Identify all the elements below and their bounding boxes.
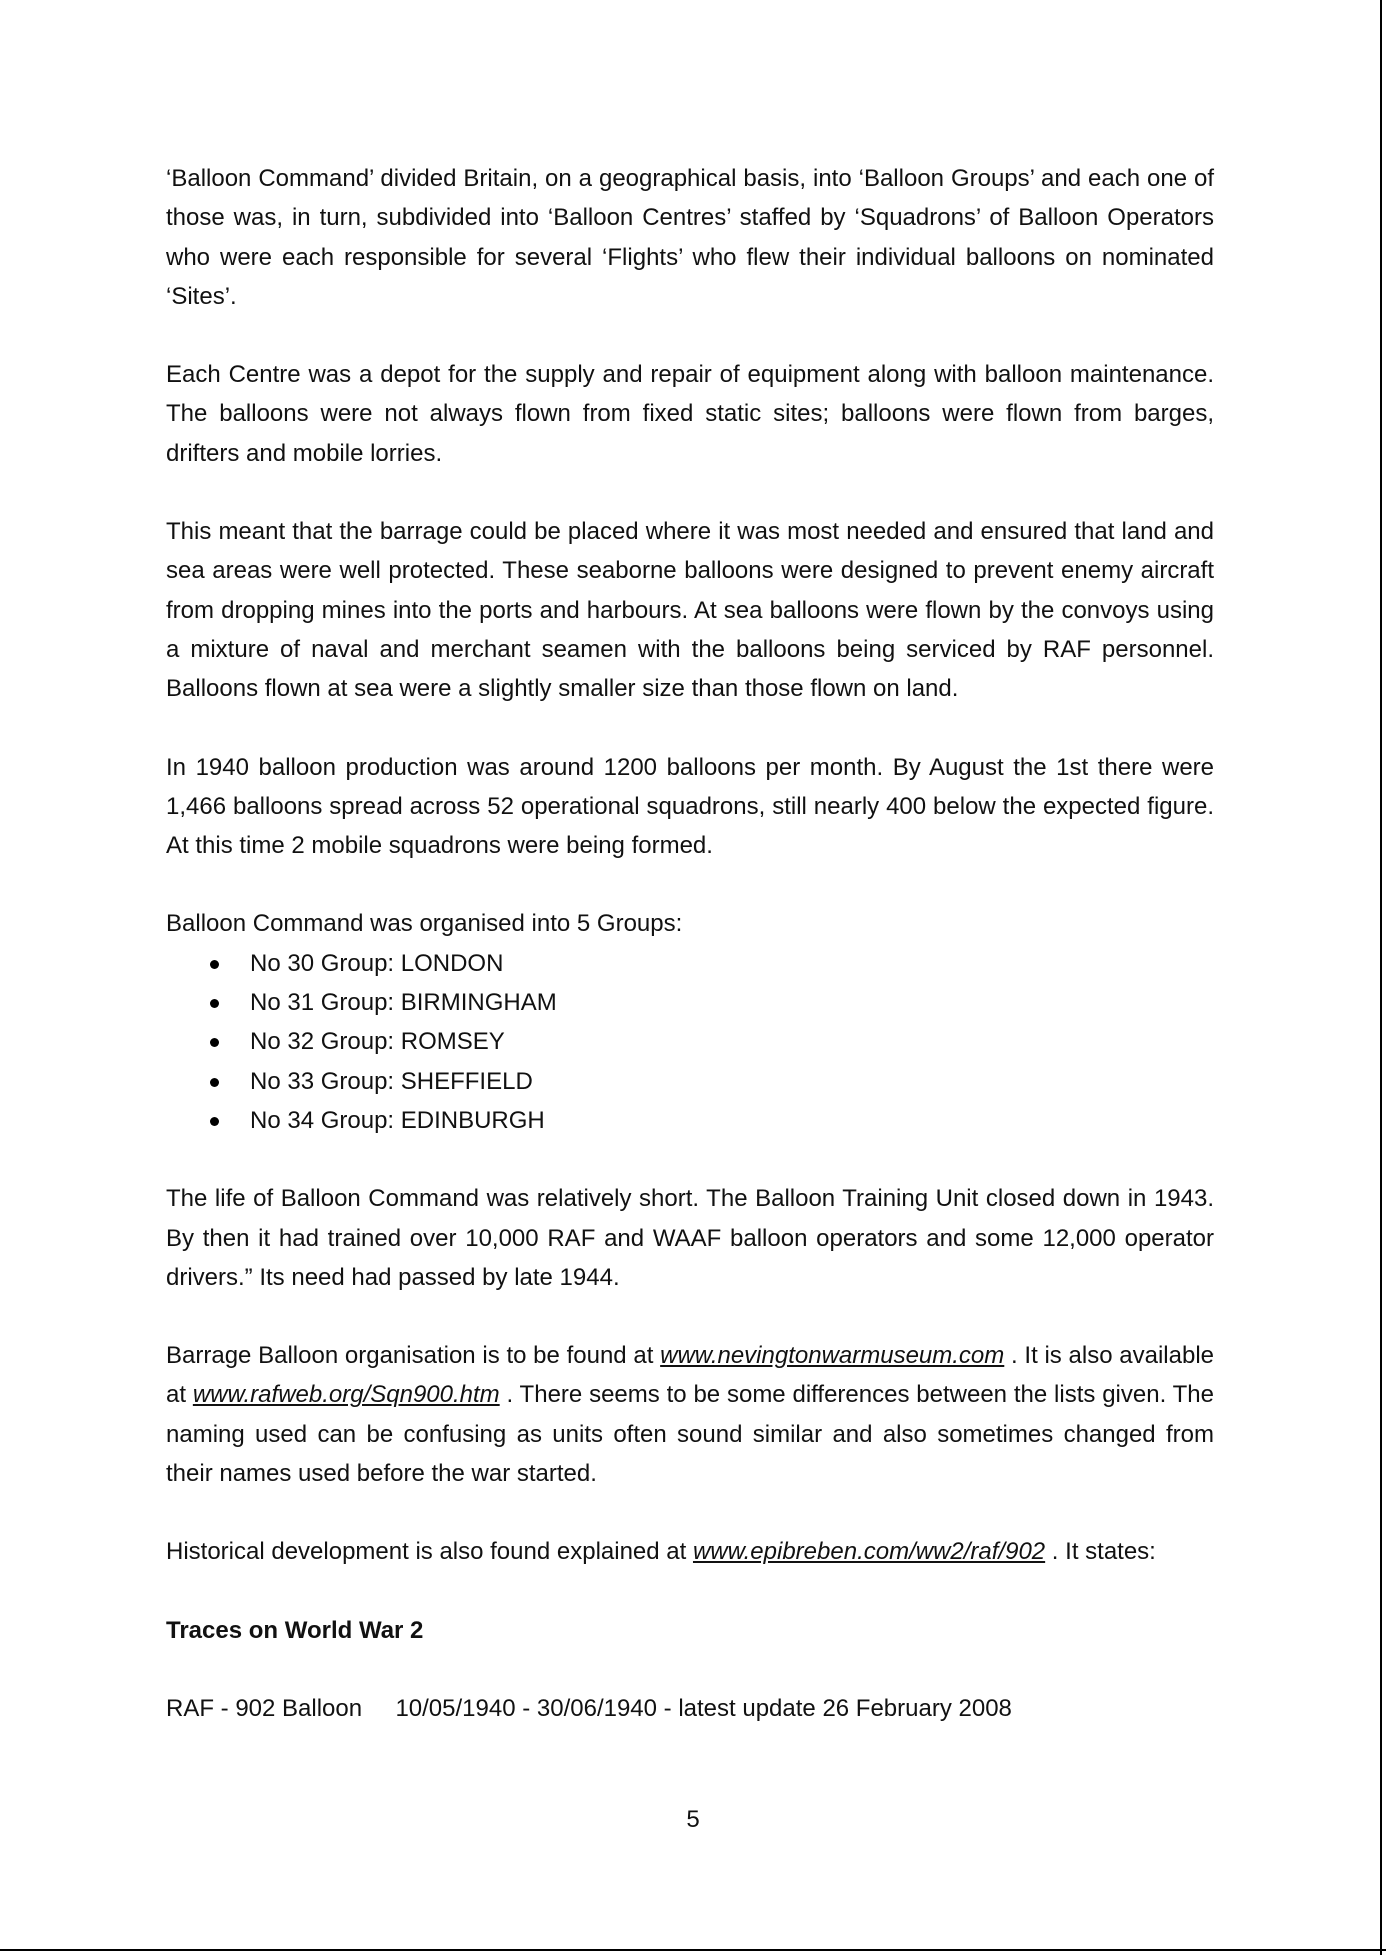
paragraph-historical: Historical development is also found explained at www.epibreben.com/ww2/raf/902 . It states: [166,1538,1156,1566]
traces-entry: RAF - 902 Balloon 10/05/1940 - 30/06/1940 - latest update 26 February 2008 [166,1694,1012,1722]
paragraph-barrage: This meant that the barrage could be placed where it was most needed and ensured that land and sea areas were well protected. These seaborne balloons were designed to prevent enemy aircraft from dropping mines into the ports and harbours. At sea balloons were flown by the convoys using a mixture of naval and merchant seamen with the balloons being serviced by RAF personnel. Balloons flown at sea were a slightly smaller size than those flown on land. [166,518,1214,703]
link-nevington[interactable]: www.nevingtonwarmuseum.com [660,1342,1005,1370]
document-body [166,159,1214,1767]
list-item: No 30 Group: LONDON [166,944,1214,983]
list-item: No 34 Group: EDINBURGH [166,1101,1214,1140]
paragraph-organisation: Barrage Balloon organisation is to be found at www.nevingtonwarmuseum.com . It is also available at www.rafweb.org/Sqn900.htm . There seems to be some differences between the lists given. The naming used can be confusing as units often sound similar and also sometimes changed from their names used before the war started. [166,1342,1215,1488]
link-rafweb[interactable]: www.rafweb.org/Sqn900.htm [192,1381,500,1409]
paragraph-centres: Each Centre was a depot for the supply and repair of equipment along with balloon maintenance. The balloons were not always flown from fixed static sites; balloons were flown from barges, drifters and mobile lorries. [166,361,1214,467]
bullet-icon [210,1117,219,1126]
paragraph-life: The life of Balloon Command was relatively short. The Balloon Training Unit closed down in 1943. By then it had trained over 10,000 RAF and WAAF balloon operators and some 12,000 operator drivers.” Its need had passed by late 1944. [166,1185,1214,1291]
page-edge-right [1380,0,1382,1955]
list-item: No 33 Group: SHEFFIELD [166,1062,1214,1101]
page-number: 5 [686,1806,700,1833]
list-item: No 31 Group: BIRMINGHAM [166,983,1214,1022]
bullet-icon [210,960,219,969]
paragraph-groups-intro: Balloon Command was organised into 5 Groups: [166,910,683,938]
bullet-icon [210,1038,219,1047]
bullet-icon [210,999,219,1008]
list-item: No 32 Group: ROMSEY [166,1022,1214,1061]
paragraph-balloon-command: ‘Balloon Command’ divided Britain, on a geographical basis, into ‘Balloon Groups’ and each one of those was, in turn, subdivided into ‘Balloon Centres’ staffed by ‘Squadrons’ of Balloon Operators who were each responsible for several ‘Flights’ who flew their individual balloons on nominated ‘Sites’. [166,165,1214,310]
page-edge-bottom [0,1949,1386,1951]
bullet-icon [210,1078,219,1087]
paragraph-production: In 1940 balloon production was around 1200 balloons per month. By August the 1st there were 1,466 balloons spread across 52 operational squadrons, still nearly 400 below the expected figure. At this time 2 mobile squadrons were being formed. [166,753,1214,860]
groups-list [166,944,1214,1140]
section-heading: Traces on World War 2 [166,1616,424,1644]
link-epibreben[interactable]: www.epibreben.com/ww2/raf/902 [692,1538,1046,1566]
